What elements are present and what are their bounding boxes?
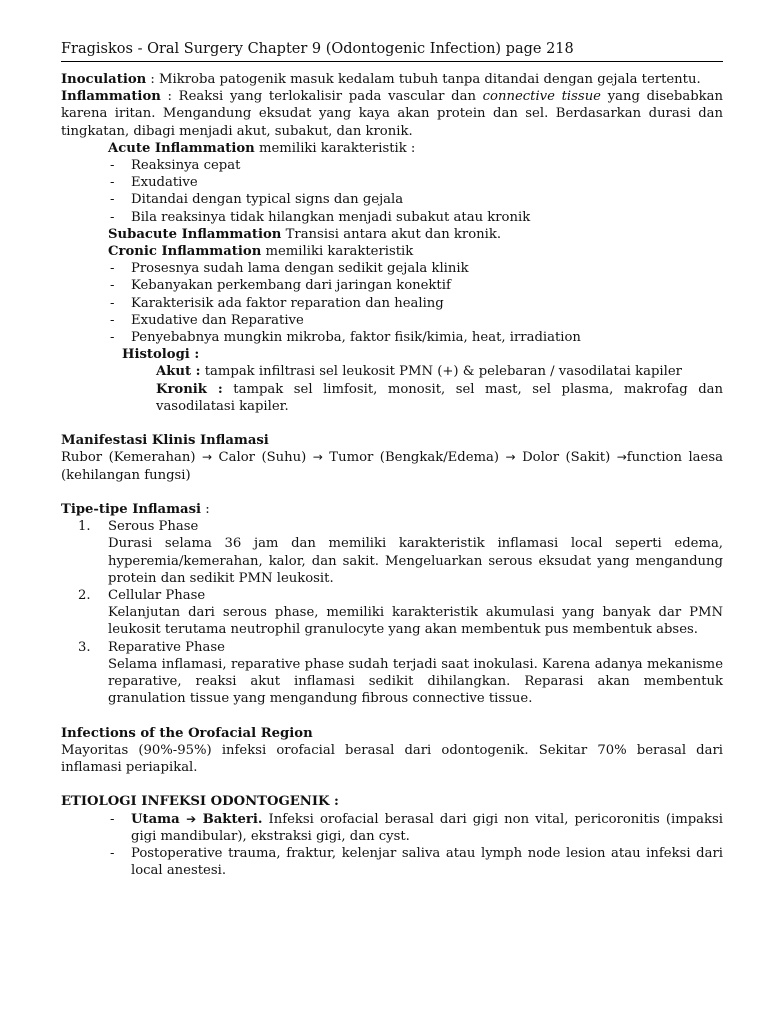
orofacial-title: Infections of the Orofacial Region — [61, 725, 313, 741]
inoculation-paragraph — [61, 71, 723, 88]
dash-marker: - — [110, 192, 115, 208]
dash-marker: - — [110, 295, 115, 311]
subacute-rest: Transisi antara akut dan kronik. — [281, 226, 502, 242]
acute-term: Acute Inflammation — [108, 140, 255, 156]
chain-item: Tumor (Bengkak/Edema) — [322, 450, 506, 466]
list-item — [61, 191, 723, 208]
dash-marker: - — [110, 175, 115, 191]
dash-marker: - — [110, 330, 115, 346]
inflammation-italic: connective tissue — [482, 89, 601, 105]
list-item — [61, 174, 723, 191]
phase-name: Serous Phase — [108, 519, 199, 535]
list-item — [61, 277, 723, 294]
arrow-icon: → — [312, 450, 323, 465]
inoculation-term: Inoculation — [61, 72, 147, 87]
phase-name: Reparative Phase — [108, 639, 225, 655]
phase-name: Cellular Phase — [108, 588, 206, 604]
acute-list — [61, 157, 723, 226]
spacer — [61, 707, 723, 724]
cronic-rest: memiliki karakteristik — [261, 244, 414, 260]
list-item — [61, 295, 723, 312]
dash-marker: - — [110, 209, 115, 225]
cronic-heading — [61, 243, 723, 260]
list-item-text: Prosesnya sudah lama dengan sedikit gejala klinik — [131, 261, 469, 277]
histologi-title: Histologi : — [122, 347, 200, 363]
dash-marker: - — [110, 312, 115, 328]
tipe-heading — [61, 501, 723, 518]
etiologi-item1-text: Infeksi orofacial berasal dari gigi non vital, pericoronitis (impaksi gigi mandibular), ekstraksi gigi, dan cyst. — [131, 811, 723, 844]
tipe-title: Tipe-tipe Inflamasi — [61, 502, 202, 518]
list-item-text: Kebanyakan perkembang dari jaringan konektif — [131, 278, 451, 294]
list-item — [61, 209, 723, 226]
page-header: Fragiskos - Oral Surgery Chapter 9 (Odontogenic Infection) page 218 — [61, 40, 723, 62]
histologi-kronik — [61, 381, 723, 415]
chain-item: Dolor (Sakit) — [515, 450, 617, 466]
kronik-term: Kronik : — [156, 381, 223, 397]
arrow-icon: → — [202, 450, 213, 465]
list-item-text: Bila reaksinya tidak hilangkan menjadi subakut atau kronik — [131, 209, 531, 225]
list-item — [61, 329, 723, 346]
dash-marker: - — [110, 158, 115, 174]
cronic-term: Cronic Inflammation — [108, 244, 262, 260]
dash-marker: - — [110, 811, 115, 827]
tipe-list — [61, 518, 723, 707]
dash-marker: - — [110, 278, 115, 294]
etiologi-title: ETIOLOGI INFEKSI ODONTOGENIK : — [61, 794, 339, 810]
orofacial-text: Mayoritas (90%-95%) infeksi orofacial berasal dari odontogenik. Sekitar 70% berasal dari inflamasi periapikal. — [61, 742, 723, 776]
inflammation-text-b: yang disebabkan karena iritan. Mengandung eksudat yang kaya akan protein dan sel. Berdasarkan durasi dan tingkatan, dibagi menjadi akut, subakut, dan kronik. — [61, 89, 723, 139]
etiologi-utama: Utama — [131, 811, 187, 827]
list-item — [61, 587, 723, 639]
subacute-term: Subacute Inflammation — [108, 226, 282, 242]
list-item-text: Exudative — [131, 175, 198, 191]
subacute-heading — [61, 226, 723, 243]
kronik-text: tampak sel limfosit, monosit, sel mast, sel plasma, makrofag dan vasodilatasi kapiler. — [156, 381, 724, 414]
list-item — [61, 845, 723, 879]
chain-item: Rubor (Kemerahan) — [61, 450, 202, 466]
list-item — [61, 811, 723, 845]
akut-text: tampak infiltrasi sel leukosit PMN (+) & pelebaran / vasodilatai kapiler — [200, 364, 682, 380]
list-item-text: Exudative dan Reparative — [131, 312, 304, 328]
acute-rest: memiliki karakteristik : — [254, 140, 416, 156]
histologi-heading — [61, 346, 723, 363]
dash-marker: - — [110, 846, 115, 862]
etiologi-bakteri: Bakteri. — [196, 811, 263, 827]
etiologi-item2-text: Postoperative trauma, fraktur, kelenjar saliva atau lymph node lesion atau infeksi dari local anestesi. — [131, 846, 723, 879]
list-item-text: Karakterisik ada faktor reparation dan healing — [131, 295, 444, 311]
tipe-colon: : — [201, 502, 210, 518]
inoculation-text: : Mikroba patogenik masuk kedalam tubuh tanpa ditandai dengan gejala tertentu. — [146, 72, 701, 87]
chain-item: function laesa (kehilangan fungsi) — [61, 450, 723, 483]
spacer — [61, 776, 723, 793]
list-item — [61, 639, 723, 708]
item-number: 3. — [78, 639, 91, 655]
akut-term: Akut : — [156, 364, 201, 380]
item-number: 2. — [78, 588, 91, 604]
arrow-icon: ➔ — [186, 811, 197, 826]
inflammation-text-a: : Reaksi yang terlokalisir pada vascular dan — [160, 89, 483, 105]
etiologi-list — [61, 811, 723, 880]
spacer — [61, 415, 723, 432]
list-item-text: Reaksinya cepat — [131, 158, 241, 174]
arrow-icon: → — [505, 450, 516, 465]
arrow-icon: → — [616, 450, 627, 465]
chain-item: Calor (Suhu) — [212, 450, 313, 466]
spacer — [61, 484, 723, 501]
cronic-list — [61, 260, 723, 346]
list-item — [61, 157, 723, 174]
manifestasi-heading — [61, 432, 723, 449]
inflammation-term: Inflammation — [61, 89, 161, 105]
list-item — [61, 312, 723, 329]
manifestasi-chain — [61, 449, 723, 483]
document-page — [61, 40, 723, 879]
histologi-akut — [61, 363, 723, 380]
list-item-text: Ditandai dengan typical signs dan gejala — [131, 192, 404, 208]
inflammation-paragraph — [61, 88, 723, 140]
phase-text: Durasi selama 36 jam dan memiliki karakteristik inflamasi local seperti edema, hyperemia/kemerahan, kalor, dan sakit. Mengeluarkan serous eksudat yang mengandung protein dan sedikit PMN leukosit. — [108, 536, 723, 586]
list-item-text: Penyebabnya mungkin mikroba, faktor fisik/kimia, heat, irradiation — [131, 330, 581, 346]
phase-text: Selama inflamasi, reparative phase sudah terjadi saat inokulasi. Karena adanya mekanisme reparative, reaksi akut inflamasi sedikit dihilangkan. Reparasi akan membentuk granulation tissue yang mengandung fibrous connective tissue. — [108, 656, 723, 707]
acute-heading — [61, 140, 723, 157]
phase-text: Kelanjutan dari serous phase, memiliki karakteristik akumulasi yang banyak dar PMN leukosit terutama neutrophil granulocyte yang akan membentuk pus membentuk abses. — [108, 605, 723, 638]
etiologi-heading — [61, 793, 723, 810]
item-number: 1. — [78, 519, 91, 535]
list-item — [61, 260, 723, 277]
manifestasi-title: Manifestasi Klinis Inflamasi — [61, 433, 269, 449]
list-item — [61, 518, 723, 587]
dash-marker: - — [110, 261, 115, 277]
orofacial-heading — [61, 725, 723, 742]
